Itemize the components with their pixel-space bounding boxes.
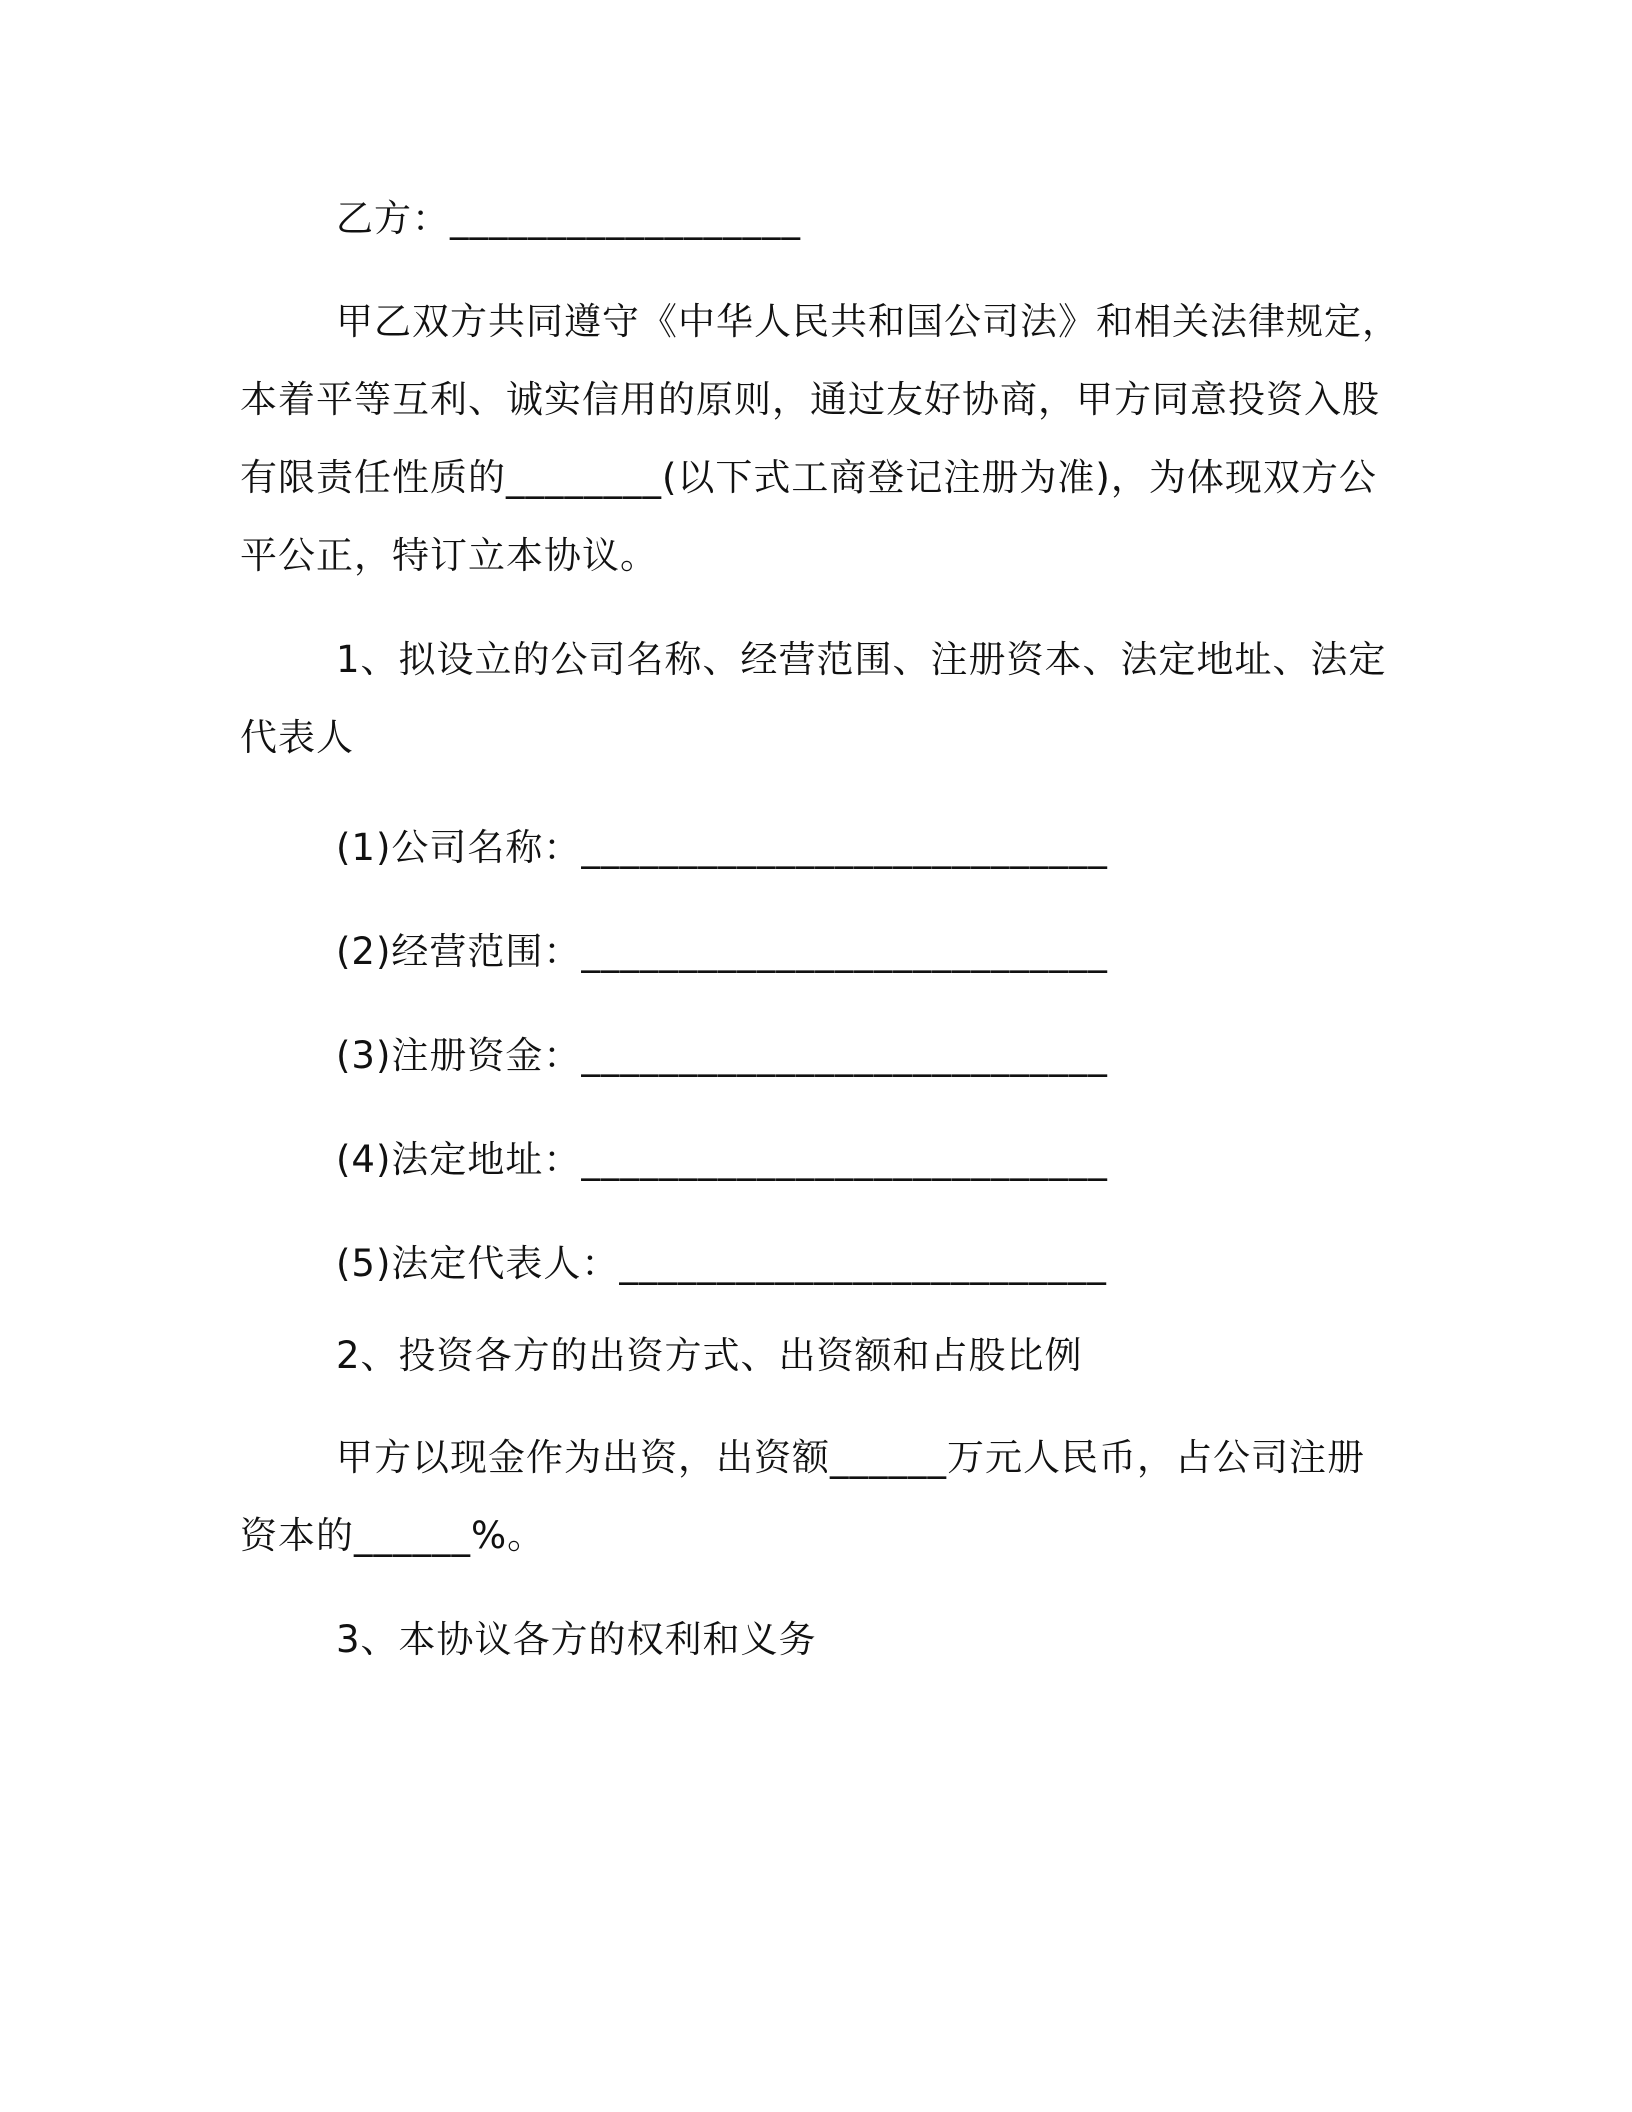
section1-heading-line-1: 1、拟设立的公司名称、经营范围、注册资本、法定地址、法定 <box>336 638 1387 681</box>
intro-line-2: 本着平等互利、诚实信用的原则，通过友好协商，甲方同意投资入股 <box>240 378 1380 421</box>
legal-address-field: (4)法定地址：___________________________ <box>336 1138 1108 1181</box>
registered-capital-field: (3)注册资金：___________________________ <box>336 1034 1108 1077</box>
section3-heading: 3、本协议各方的权利和义务 <box>336 1618 817 1661</box>
section2-body-line-2: 资本的______%。 <box>240 1514 546 1557</box>
section2-heading: 2、投资各方的出资方式、出资额和占股比例 <box>336 1334 1083 1377</box>
business-scope-field: (2)经营范围：___________________________ <box>336 930 1108 973</box>
intro-line-1: 甲乙双方共同遵守《中华人民共和国公司法》和相关法律规定， <box>336 300 1400 343</box>
legal-representative-field: (5)法定代表人：_________________________ <box>336 1242 1107 1285</box>
section1-heading-line-2: 代表人 <box>240 716 354 759</box>
company-name-field: (1)公司名称：___________________________ <box>336 826 1108 869</box>
section2-body-line-1: 甲方以现金作为出资，出资额______万元人民币，占公司注册 <box>336 1436 1365 1479</box>
intro-line-4: 平公正，特订立本协议。 <box>240 534 658 577</box>
party-b-line: 乙方：__________________ <box>336 197 801 240</box>
intro-line-3: 有限责任性质的________(以下式工商登记注册为准)，为体现双方公 <box>240 456 1377 499</box>
